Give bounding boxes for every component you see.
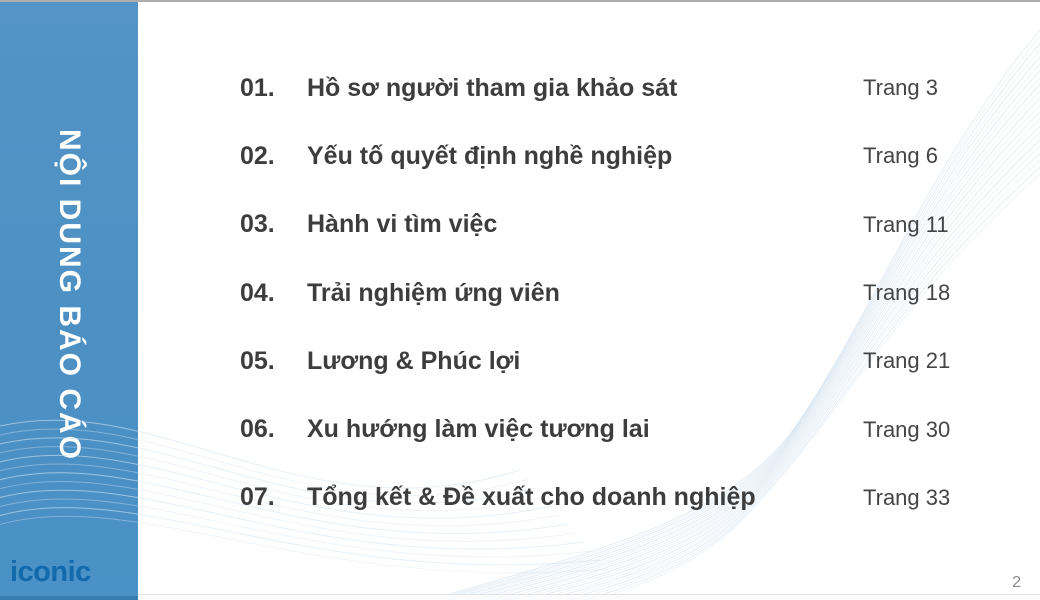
toc-item-number: 07.	[240, 483, 275, 512]
toc-item-number: 04.	[240, 278, 275, 307]
toc-item-number: 02.	[240, 141, 275, 170]
toc-item-page: Trang 3	[863, 75, 939, 101]
toc-item-page: Trang 21	[863, 348, 951, 374]
sidebar-bottom-strip	[0, 596, 138, 600]
toc-item-number: 01.	[240, 73, 275, 102]
toc-item-title: Tổng kết & Đề xuất cho doanh nghiệp	[307, 483, 756, 512]
toc-row[interactable]	[240, 54, 1020, 122]
toc-row[interactable]	[240, 395, 1020, 463]
toc-list	[240, 54, 1020, 532]
toc-item-number: 03.	[240, 210, 275, 239]
iconic-logo: iconic	[10, 556, 91, 588]
toc-item-title: Trải nghiệm ứng viên	[307, 278, 560, 307]
toc-item-title: Hành vi tìm việc	[307, 210, 498, 239]
toc-item-title: Hồ sơ người tham gia khảo sát	[307, 73, 678, 102]
toc-item-page: Trang 6	[863, 143, 939, 169]
toc-row[interactable]	[240, 191, 1020, 259]
toc-item-title: Lương & Phúc lợi	[307, 346, 521, 375]
toc-row[interactable]	[240, 259, 1020, 327]
toc-item-title: Xu hướng làm việc tương lai	[307, 415, 650, 444]
toc-row[interactable]	[240, 122, 1020, 190]
sidebar-vertical-title: NỘI DUNG BÁO CÁO	[53, 129, 86, 462]
toc-item-page: Trang 33	[863, 484, 951, 510]
slide-bottom-border	[138, 594, 1040, 600]
toc-item-title: Yếu tố quyết định nghề nghiệp	[307, 141, 673, 170]
toc-row[interactable]	[240, 327, 1020, 395]
toc-row[interactable]	[240, 464, 1020, 532]
toc-item-page: Trang 18	[863, 280, 951, 306]
toc-item-number: 06.	[240, 415, 275, 444]
slide-top-border	[0, 0, 1040, 2]
toc-item-page: Trang 11	[863, 211, 949, 237]
toc-item-number: 05.	[240, 346, 275, 375]
toc-item-page: Trang 30	[863, 416, 951, 442]
slide-page-number: 2	[1012, 574, 1021, 591]
sidebar	[0, 2, 138, 600]
